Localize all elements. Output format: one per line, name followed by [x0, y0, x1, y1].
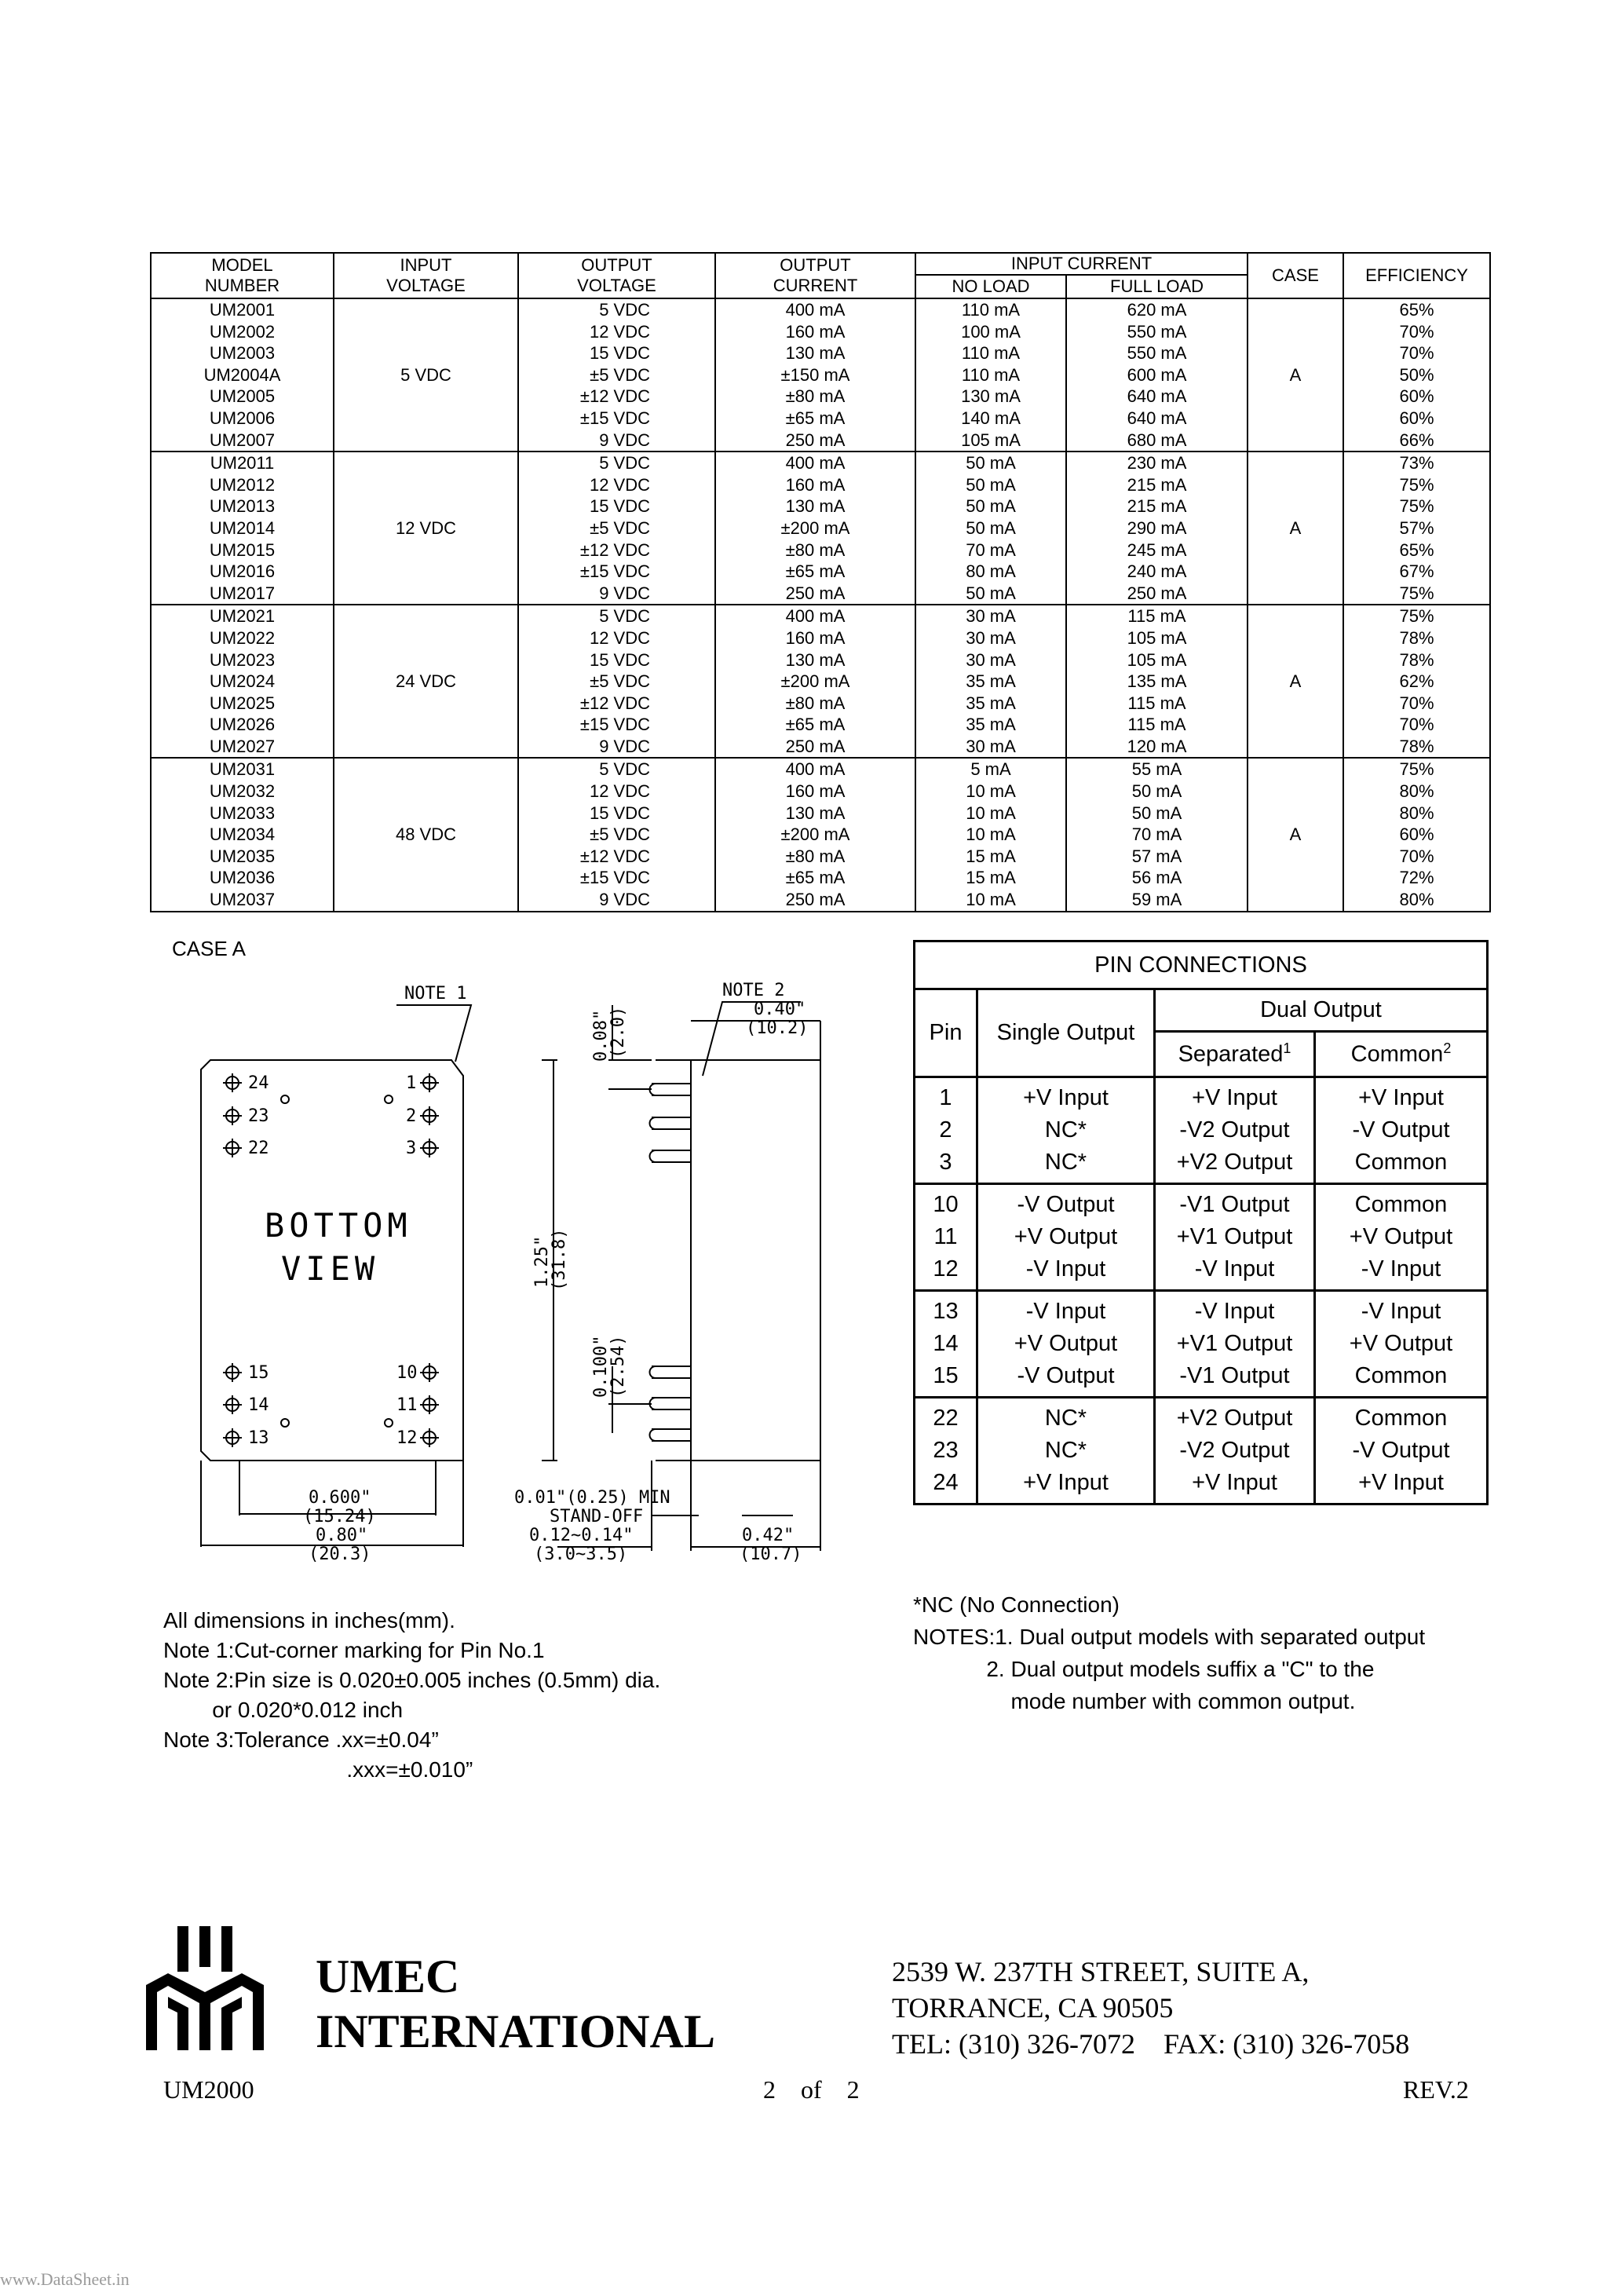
full-load-cell: 245 mA [1066, 539, 1248, 561]
pin-table-title: PIN CONNECTIONS [915, 941, 1488, 989]
note-right-line: mode number with common output. [913, 1689, 1356, 1713]
company-name-line2: INTERNATIONAL [316, 2005, 715, 2057]
full-load-cell: 640 mA [1066, 408, 1248, 430]
pin-single-cell [977, 1291, 1155, 1398]
pin-label-1: 1 [406, 1073, 417, 1093]
output-current-cell: 250 mA [715, 583, 915, 605]
note-left-line: Note 3:Tolerance .xx=±0.04” [163, 1727, 439, 1752]
pin-label-10: 10 [396, 1363, 418, 1383]
note2-label: NOTE 2 [722, 981, 785, 1000]
notes-right [913, 1589, 1425, 1717]
full-load-cell: 215 mA [1066, 474, 1248, 496]
pin-common-text: Common -V Output +V Input [1352, 1406, 1450, 1495]
note-right-line: *NC (No Connection) [913, 1592, 1120, 1617]
pin-label-2: 2 [406, 1106, 417, 1126]
umec-logo [146, 1926, 264, 2052]
table-row [151, 758, 1490, 781]
no-load-cell: 10 mA [915, 781, 1066, 803]
output-voltage-cell: 5 VDC [518, 605, 715, 627]
col-common: Common$^2$ [1315, 1032, 1488, 1077]
output-current-cell: ±65 mA [715, 561, 915, 583]
dim-012-in: 0.12~0.14" [529, 1526, 634, 1545]
no-load-cell: 35 mA [915, 714, 1066, 736]
output-voltage-cell: 12 VDC [518, 781, 715, 803]
pin-separated-cell [1155, 1077, 1315, 1184]
model-cell: UM2023 [151, 649, 334, 671]
model-cell: UM2011 [151, 452, 334, 474]
output-current-cell: ±150 mA [715, 364, 915, 386]
full-load-cell: 57 mA [1066, 846, 1248, 868]
output-current-cell: ±65 mA [715, 714, 915, 736]
mechanical-drawing [149, 974, 871, 1586]
model-cell: UM2004A [151, 364, 334, 386]
full-load-cell: 550 mA [1066, 342, 1248, 364]
dim-040-in: 0.40" [754, 1000, 806, 1019]
efficiency-cell: 60% [1343, 408, 1490, 430]
output-voltage-cell: ±12 VDC [518, 846, 715, 868]
no-load-cell: 50 mA [915, 452, 1066, 474]
pin-separated-text: +V2 Output -V2 Output +V Input [1176, 1406, 1293, 1495]
output-voltage-cell: ±5 VDC [518, 517, 715, 539]
side-view-body [691, 1060, 820, 1461]
output-voltage-cell: ±15 VDC [518, 561, 715, 583]
output-current-cell: 160 mA [715, 781, 915, 803]
full-load-cell: 680 mA [1066, 430, 1248, 452]
pin-pins-cell [915, 1184, 977, 1291]
efficiency-cell: 80% [1343, 803, 1490, 824]
dim-080-in: 0.80" [316, 1526, 368, 1545]
col-dual-output: Dual Output [1155, 989, 1488, 1032]
pin-single-cell [977, 1077, 1155, 1184]
col-pin: Pin [915, 989, 977, 1077]
pin-label-11: 11 [396, 1395, 418, 1415]
spec-table-body [151, 298, 1490, 912]
input-voltage-cell: 24 VDC [334, 605, 518, 758]
pin-label-24: 24 [248, 1073, 269, 1093]
pin-group-row [915, 1398, 1488, 1504]
header-input-current: INPUT CURRENT [915, 253, 1248, 275]
no-load-cell: 110 mA [915, 298, 1066, 321]
model-cell: UM2016 [151, 561, 334, 583]
output-voltage-cell: ±12 VDC [518, 539, 715, 561]
full-load-cell: 135 mA [1066, 671, 1248, 693]
full-load-cell: 70 mA [1066, 824, 1248, 846]
output-voltage-cell: 9 VDC [518, 889, 715, 912]
efficiency-cell: 73% [1343, 452, 1490, 474]
output-current-cell: 130 mA [715, 649, 915, 671]
dim-080-mm: (20.3) [309, 1545, 371, 1564]
output-current-cell: 160 mA [715, 627, 915, 649]
note-left-line: .xxx=±0.010” [163, 1757, 473, 1782]
no-load-cell: 15 mA [915, 846, 1066, 868]
efficiency-cell: 75% [1343, 605, 1490, 627]
model-cell: UM2002 [151, 321, 334, 343]
note-left-line: All dimensions in inches(mm). [163, 1608, 455, 1632]
output-current-cell: ±200 mA [715, 824, 915, 846]
header-model-number: MODEL NUMBER [151, 253, 334, 298]
pin-separated-text: -V Input +V1 Output -V1 Output [1176, 1299, 1293, 1388]
output-voltage-cell: ±15 VDC [518, 714, 715, 736]
pin-label-3: 3 [406, 1139, 417, 1158]
model-cell: UM2025 [151, 693, 334, 715]
bottom-view-label-1: BOTTOM [265, 1206, 412, 1245]
dim-0100-in: 0.100" [591, 1335, 611, 1398]
output-current-cell: 250 mA [715, 889, 915, 912]
pin-single-text: +V Input NC* NC* [1023, 1085, 1109, 1175]
full-load-cell: 55 mA [1066, 758, 1248, 781]
header-case: CASE [1248, 253, 1343, 298]
output-current-cell: ±80 mA [715, 846, 915, 868]
output-current-cell: 250 mA [715, 736, 915, 759]
pin-label-23: 23 [248, 1106, 269, 1126]
pin-common-cell [1315, 1291, 1488, 1398]
output-voltage-cell: 15 VDC [518, 495, 715, 517]
page-number: 2 of 2 [763, 2075, 860, 2104]
efficiency-cell: 70% [1343, 342, 1490, 364]
output-voltage-cell: ±15 VDC [518, 867, 715, 889]
efficiency-cell: 78% [1343, 627, 1490, 649]
pin-common-text: -V Input +V Output Common [1349, 1299, 1453, 1388]
efficiency-cell: 57% [1343, 517, 1490, 539]
pin-pins-cell [915, 1291, 977, 1398]
header-input-voltage: INPUT VOLTAGE [334, 253, 518, 298]
dim-0100-mm: (2.54) [608, 1335, 628, 1398]
output-voltage-cell: 15 VDC [518, 342, 715, 364]
model-cell: UM2026 [151, 714, 334, 736]
pin-single-text: NC* NC* +V Input [1023, 1406, 1109, 1495]
no-load-cell: 80 mA [915, 561, 1066, 583]
no-load-cell: 70 mA [915, 539, 1066, 561]
note1-label: NOTE 1 [404, 984, 467, 1004]
full-load-cell: 215 mA [1066, 495, 1248, 517]
header-full-load: FULL LOAD [1066, 275, 1248, 298]
output-voltage-cell: 9 VDC [518, 736, 715, 759]
notes-left [163, 1606, 660, 1785]
spec-table [150, 252, 1491, 912]
pin-separated-cell [1155, 1184, 1315, 1291]
full-load-cell: 115 mA [1066, 693, 1248, 715]
pin-common-text: Common +V Output -V Input [1349, 1192, 1453, 1281]
table-row [151, 452, 1490, 474]
efficiency-cell: 75% [1343, 495, 1490, 517]
pin-common-cell [1315, 1184, 1488, 1291]
col-single-output: Single Output [977, 989, 1155, 1077]
note-left-line: or 0.020*0.012 inch [163, 1698, 404, 1722]
case-cell: A [1248, 758, 1343, 911]
efficiency-cell: 75% [1343, 583, 1490, 605]
full-load-cell: 115 mA [1066, 714, 1248, 736]
efficiency-cell: 60% [1343, 386, 1490, 408]
full-load-cell: 105 mA [1066, 627, 1248, 649]
dim-042-mm: (10.7) [740, 1545, 802, 1564]
header-output-voltage: OUTPUT VOLTAGE [518, 253, 715, 298]
model-cell: UM2015 [151, 539, 334, 561]
efficiency-cell: 60% [1343, 824, 1490, 846]
no-load-cell: 50 mA [915, 474, 1066, 496]
model-cell: UM2003 [151, 342, 334, 364]
output-current-cell: 160 mA [715, 321, 915, 343]
output-voltage-cell: 15 VDC [518, 803, 715, 824]
full-load-cell: 550 mA [1066, 321, 1248, 343]
dim-008-mm: (2.0) [608, 1006, 628, 1058]
pin-separated-text: +V Input -V2 Output +V2 Output [1176, 1085, 1293, 1175]
model-cell: UM2024 [151, 671, 334, 693]
note1-leader [396, 1005, 471, 1062]
model-cell: UM2014 [151, 517, 334, 539]
pin-label-22: 22 [248, 1139, 269, 1158]
efficiency-cell: 66% [1343, 430, 1490, 452]
pin-pins-cell [915, 1077, 977, 1184]
model-cell: UM2031 [151, 758, 334, 781]
model-cell: UM2012 [151, 474, 334, 496]
output-voltage-cell: 15 VDC [518, 649, 715, 671]
efficiency-cell: 78% [1343, 736, 1490, 759]
no-load-cell: 15 mA [915, 867, 1066, 889]
efficiency-cell: 65% [1343, 539, 1490, 561]
pin-label-15: 15 [248, 1363, 269, 1383]
efficiency-cell: 80% [1343, 889, 1490, 912]
output-current-cell: 400 mA [715, 452, 915, 474]
full-load-cell: 105 mA [1066, 649, 1248, 671]
efficiency-cell: 75% [1343, 758, 1490, 781]
output-voltage-cell: 9 VDC [518, 430, 715, 452]
input-voltage-cell: 12 VDC [334, 452, 518, 605]
output-voltage-cell: 12 VDC [518, 627, 715, 649]
output-current-cell: 400 mA [715, 758, 915, 781]
header-no-load: NO LOAD [915, 275, 1066, 298]
pin-separated-cell [1155, 1398, 1315, 1504]
no-load-cell: 30 mA [915, 605, 1066, 627]
pin-common-text: +V Input -V Output Common [1352, 1085, 1450, 1175]
pin-separated-text: -V1 Output +V1 Output -V Input [1176, 1192, 1293, 1281]
output-voltage-cell: ±5 VDC [518, 364, 715, 386]
dim-040-mm: (10.2) [746, 1018, 809, 1038]
table-row [151, 605, 1490, 627]
output-current-cell: 130 mA [715, 803, 915, 824]
pin-pins-text: 13 14 15 [933, 1299, 959, 1388]
pin-pins-text: 10 11 12 [933, 1192, 959, 1281]
output-voltage-cell: ±12 VDC [518, 386, 715, 408]
no-load-cell: 5 mA [915, 758, 1066, 781]
output-current-cell: 400 mA [715, 298, 915, 321]
dim-0600-mm: (15.24) [303, 1507, 376, 1526]
no-load-cell: 30 mA [915, 736, 1066, 759]
full-load-cell: 120 mA [1066, 736, 1248, 759]
output-current-cell: ±80 mA [715, 386, 915, 408]
address-line1: 2539 W. 237TH STREET, SUITE A, [892, 1956, 1310, 1987]
header-efficiency: EFFICIENCY [1343, 253, 1490, 298]
efficiency-cell: 50% [1343, 364, 1490, 386]
dim-042-in: 0.42" [742, 1526, 795, 1545]
efficiency-cell: 70% [1343, 693, 1490, 715]
model-cell: UM2027 [151, 736, 334, 759]
pin-connections-table [913, 940, 1489, 1505]
output-current-cell: ±65 mA [715, 867, 915, 889]
no-load-cell: 30 mA [915, 649, 1066, 671]
table-row [151, 298, 1490, 321]
model-cell: UM2035 [151, 846, 334, 868]
pin-single-cell [977, 1398, 1155, 1504]
full-load-cell: 620 mA [1066, 298, 1248, 321]
model-cell: UM2036 [151, 867, 334, 889]
full-load-cell: 50 mA [1066, 803, 1248, 824]
dim-125-in: 1.25" [532, 1235, 552, 1288]
output-voltage-cell: 5 VDC [518, 452, 715, 474]
pin-label-13: 13 [248, 1428, 269, 1448]
pin-label-12: 12 [396, 1428, 418, 1448]
full-load-cell: 250 mA [1066, 583, 1248, 605]
output-voltage-cell: ±5 VDC [518, 671, 715, 693]
no-load-cell: 110 mA [915, 364, 1066, 386]
output-voltage-cell: 12 VDC [518, 321, 715, 343]
model-cell: UM2017 [151, 583, 334, 605]
no-load-cell: 10 mA [915, 824, 1066, 846]
no-load-cell: 35 mA [915, 693, 1066, 715]
note-right-line: NOTES:1. Dual output models with separated output [913, 1625, 1426, 1649]
output-voltage-cell: 12 VDC [518, 474, 715, 496]
output-current-cell: ±200 mA [715, 671, 915, 693]
no-load-cell: 50 mA [915, 583, 1066, 605]
output-current-cell: 400 mA [715, 605, 915, 627]
model-cell: UM2021 [151, 605, 334, 627]
pin-group-row [915, 1291, 1488, 1398]
no-load-cell: 110 mA [915, 342, 1066, 364]
full-load-cell: 640 mA [1066, 386, 1248, 408]
no-load-cell: 30 mA [915, 627, 1066, 649]
pin-single-cell [977, 1184, 1155, 1291]
standoff-label-2: STAND-OFF [550, 1507, 644, 1526]
output-current-cell: 160 mA [715, 474, 915, 496]
efficiency-cell: 78% [1343, 649, 1490, 671]
revision: REV.2 [1403, 2075, 1469, 2104]
col-separated: Separated$^1$ [1155, 1032, 1315, 1077]
side-view-pins [650, 1084, 691, 1441]
input-voltage-cell: 48 VDC [334, 758, 518, 911]
output-current-cell: 130 mA [715, 495, 915, 517]
pin-common-cell [1315, 1398, 1488, 1504]
model-cell: UM2033 [151, 803, 334, 824]
output-current-cell: 130 mA [715, 342, 915, 364]
pin-separated-cell [1155, 1291, 1315, 1398]
no-load-cell: 130 mA [915, 386, 1066, 408]
company-name-line1: UMEC [316, 1951, 460, 2002]
efficiency-cell: 72% [1343, 867, 1490, 889]
pin-single-text: -V Output +V Output -V Input [1014, 1192, 1118, 1281]
no-load-cell: 10 mA [915, 889, 1066, 912]
dim-012-mm: (3.0~3.5) [534, 1545, 628, 1564]
doc-id: UM2000 [163, 2075, 254, 2104]
output-current-cell: 250 mA [715, 430, 915, 452]
bottom-view-label-2: VIEW [281, 1249, 380, 1288]
output-voltage-cell: ±12 VDC [518, 693, 715, 715]
full-load-cell: 59 mA [1066, 889, 1248, 912]
model-cell: UM2013 [151, 495, 334, 517]
efficiency-cell: 75% [1343, 474, 1490, 496]
efficiency-cell: 70% [1343, 714, 1490, 736]
note-left-line: Note 1:Cut-corner marking for Pin No.1 [163, 1638, 545, 1662]
no-load-cell: 35 mA [915, 671, 1066, 693]
address-line2: TORRANCE, CA 90505 [892, 1992, 1174, 2024]
pin-common-cell [1315, 1077, 1488, 1184]
no-load-cell: 10 mA [915, 803, 1066, 824]
full-load-cell: 115 mA [1066, 605, 1248, 627]
output-current-cell: ±200 mA [715, 517, 915, 539]
no-load-cell: 105 mA [915, 430, 1066, 452]
efficiency-cell: 80% [1343, 781, 1490, 803]
case-cell: A [1248, 452, 1343, 605]
case-label: CASE A [172, 937, 246, 960]
full-load-cell: 240 mA [1066, 561, 1248, 583]
pin-pins-text: 22 23 24 [933, 1406, 959, 1495]
model-cell: UM2006 [151, 408, 334, 430]
pin-label-14: 14 [248, 1395, 269, 1415]
no-load-cell: 50 mA [915, 517, 1066, 539]
standoff-label-1: 0.01"(0.25) MIN [514, 1488, 670, 1508]
pin-pins-cell [915, 1398, 977, 1504]
pin-table-body [915, 1077, 1488, 1504]
output-voltage-cell: ±15 VDC [518, 408, 715, 430]
pin-single-text: -V Input +V Output -V Output [1014, 1299, 1118, 1388]
full-load-cell: 56 mA [1066, 867, 1248, 889]
case-cell: A [1248, 605, 1343, 758]
note-right-line: 2. Dual output models suffix a "C" to the [913, 1657, 1375, 1681]
model-cell: UM2005 [151, 386, 334, 408]
pin-pins-text: 1 2 3 [939, 1085, 952, 1175]
full-load-cell: 230 mA [1066, 452, 1248, 474]
full-load-cell: 290 mA [1066, 517, 1248, 539]
model-cell: UM2007 [151, 430, 334, 452]
output-current-cell: ±80 mA [715, 693, 915, 715]
output-voltage-cell: 9 VDC [518, 583, 715, 605]
full-load-cell: 50 mA [1066, 781, 1248, 803]
model-cell: UM2032 [151, 781, 334, 803]
no-load-cell: 140 mA [915, 408, 1066, 430]
dim-0600-in: 0.600" [309, 1488, 371, 1508]
note-left-line: Note 2:Pin size is 0.020±0.005 inches (0.5mm) dia. [163, 1668, 661, 1692]
dim-125-mm: (31.8) [550, 1228, 569, 1291]
efficiency-cell: 67% [1343, 561, 1490, 583]
address-line3: TEL: (310) 326-7072 FAX: (310) 326-7058 [892, 2028, 1410, 2060]
efficiency-cell: 70% [1343, 846, 1490, 868]
model-cell: UM2022 [151, 627, 334, 649]
output-voltage-cell: 5 VDC [518, 758, 715, 781]
model-cell: UM2037 [151, 889, 334, 912]
output-voltage-cell: 5 VDC [518, 298, 715, 321]
efficiency-cell: 62% [1343, 671, 1490, 693]
pin-group-row [915, 1077, 1488, 1184]
full-load-cell: 600 mA [1066, 364, 1248, 386]
pin-group-row [915, 1184, 1488, 1291]
dim-008-in: 0.08" [591, 1009, 611, 1062]
model-cell: UM2001 [151, 298, 334, 321]
output-current-cell: ±80 mA [715, 539, 915, 561]
input-voltage-cell: 5 VDC [334, 298, 518, 452]
efficiency-cell: 70% [1343, 321, 1490, 343]
no-load-cell: 50 mA [915, 495, 1066, 517]
output-current-cell: ±65 mA [715, 408, 915, 430]
efficiency-cell: 65% [1343, 298, 1490, 321]
case-cell: A [1248, 298, 1343, 452]
header-output-current: OUTPUT CURRENT [715, 253, 915, 298]
model-cell: UM2034 [151, 824, 334, 846]
watermark: www.DataSheet.in [0, 2269, 130, 2289]
output-voltage-cell: ±5 VDC [518, 824, 715, 846]
no-load-cell: 100 mA [915, 321, 1066, 343]
